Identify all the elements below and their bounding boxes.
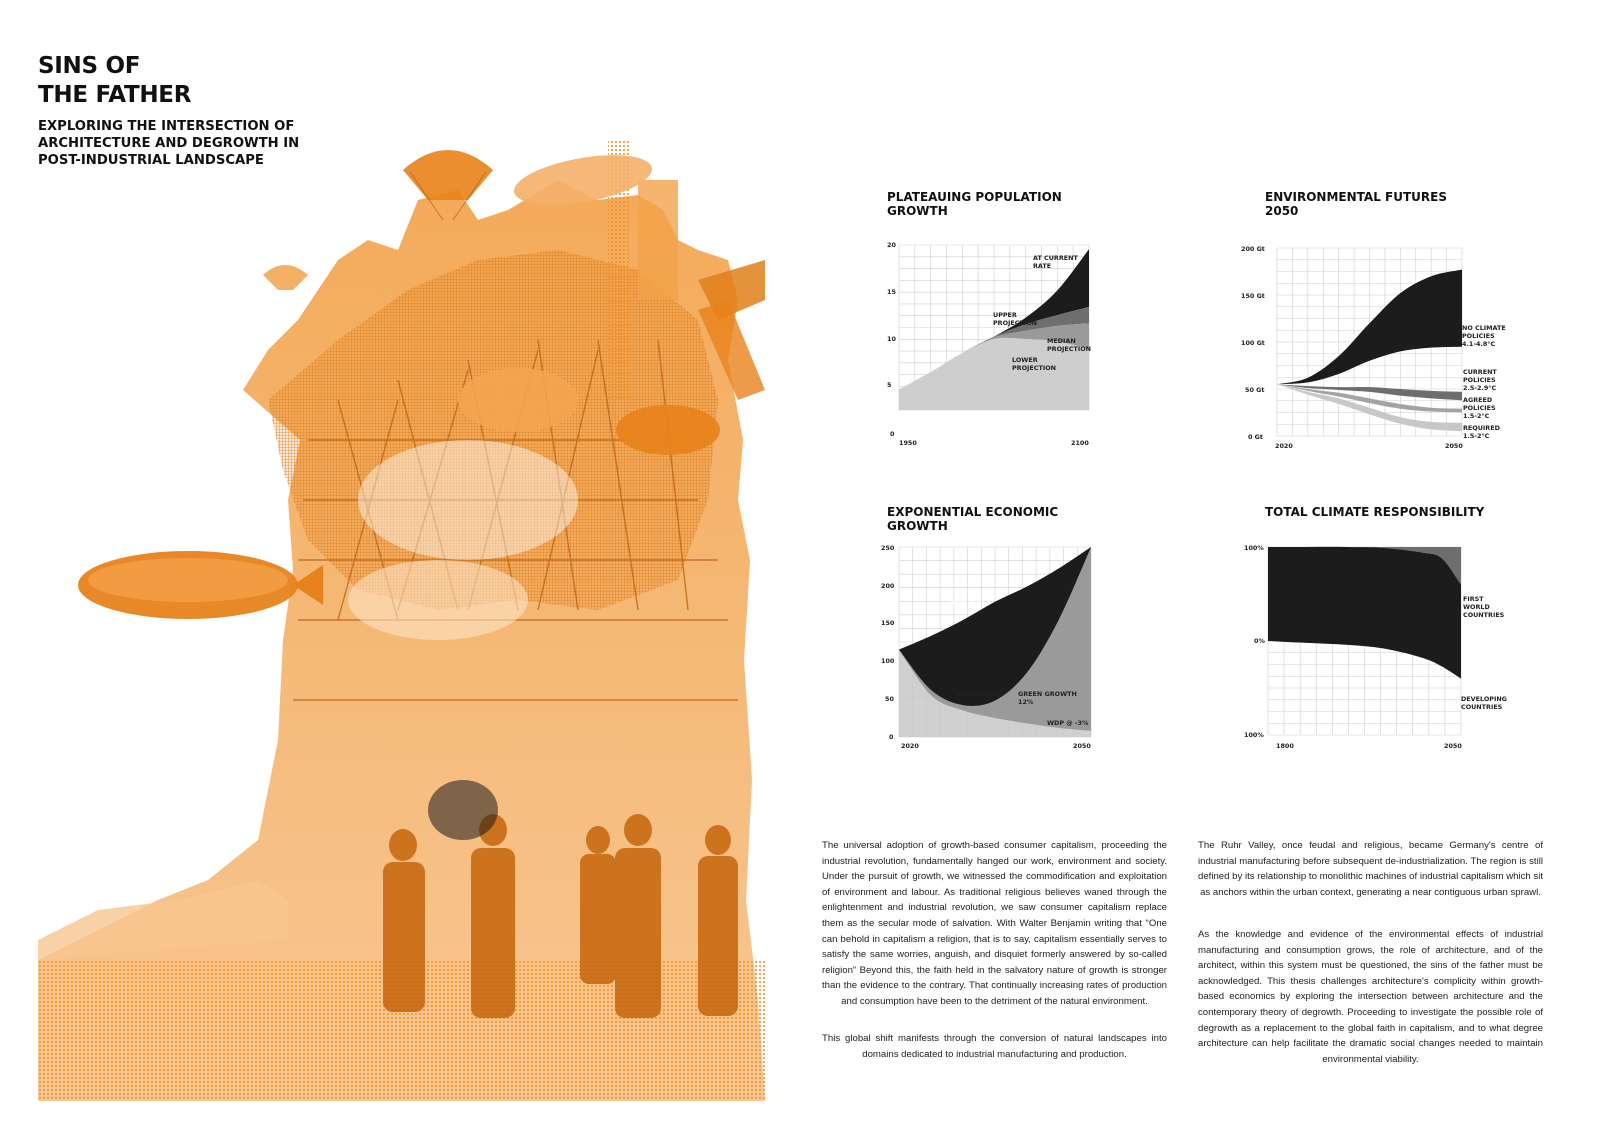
x-tick-label: 1950: [899, 439, 917, 447]
label-developing-countries: COUNTRIES: [1461, 703, 1503, 711]
subtitle-line-1: EXPLORING THE INTERSECTION OF: [38, 119, 295, 134]
economy-title-line-2: GROWTH: [887, 519, 948, 533]
y-tick-label: 100%: [1244, 544, 1264, 552]
label-upper-projection: PROJECTION: [993, 319, 1037, 327]
label-lower-projection: PROJECTION: [1012, 364, 1056, 372]
y-tick-label: 50 Gt: [1245, 386, 1265, 394]
x-tick-label: 2050: [1444, 742, 1462, 750]
responsibility-title-line-1: TOTAL CLIMATE RESPONSIBILITY: [1265, 505, 1485, 519]
label-current-policies: 2.5-2.9°C: [1463, 384, 1497, 392]
industrial-collage-image: [38, 140, 765, 1101]
population-chart-svg: [887, 190, 1187, 480]
y-tick-label: 5: [887, 381, 892, 389]
label-agreed-policies: 1.5-2°C: [1463, 412, 1490, 420]
title-line-1: SINS OF: [38, 53, 141, 79]
x-tick-label: 2050: [1073, 742, 1091, 750]
y-tick-label: 15: [887, 288, 896, 296]
label-green-growth: 12%: [1018, 698, 1034, 706]
population-title-line-2: GROWTH: [887, 204, 948, 218]
y-tick-label: 100%: [1244, 731, 1264, 739]
responsibility-chart: [1244, 505, 1565, 795]
y-tick-label: 20: [887, 241, 896, 249]
subtitle-line-3: POST-INDUSTRIAL LANDSCAPE: [38, 153, 264, 168]
economy-chart-svg: [881, 505, 1187, 795]
label-current-policies: POLICIES: [1463, 376, 1496, 384]
responsibility-chart-svg: [1244, 505, 1565, 795]
x-tick-label: 2020: [901, 742, 919, 750]
economy-title-line-1: EXPONENTIAL ECONOMIC: [887, 505, 1059, 519]
y-tick-label: 200: [881, 582, 895, 590]
y-tick-label: 200 Gt: [1241, 245, 1265, 253]
y-tick-label: 150: [881, 619, 895, 627]
label-at-current-rate: AT CURRENT: [1033, 254, 1078, 262]
y-tick-label: 250: [881, 544, 895, 552]
environment-chart-svg: [1241, 190, 1565, 480]
label-green-growth: GREEN GROWTH: [1018, 690, 1077, 698]
subtitle-line-2: ARCHITECTURE AND DEGROWTH IN: [38, 136, 300, 151]
label-required: 1.5-2°C: [1463, 432, 1490, 440]
y-tick-label: 0%: [1254, 637, 1265, 645]
page-title: [38, 52, 191, 110]
label-required: REQUIRED: [1463, 424, 1500, 432]
label-wdp-minus-3: WDP @ -3%: [1047, 719, 1089, 727]
label-first-world-countries: COUNTRIES: [1463, 611, 1505, 619]
label-wdp-total: WDP TOTAL: [957, 690, 999, 698]
y-tick-label: 100: [881, 657, 895, 665]
label-upper-projection: UPPER: [993, 311, 1017, 319]
label-no-climate-policies: 4.1-4.8°C: [1462, 340, 1496, 348]
economy-chart: [881, 505, 1187, 795]
population-title-line-1: PLATEAUING POPULATION: [887, 190, 1062, 204]
x-tick-label: 2020: [1275, 442, 1293, 450]
label-lower-projection: LOWER: [1012, 356, 1038, 364]
environment-chart: [1241, 190, 1565, 480]
label-at-current-rate: RATE: [1033, 262, 1052, 270]
label-current-policies: CURRENT: [1463, 368, 1497, 376]
label-no-climate-policies: POLICIES: [1462, 332, 1495, 340]
label-median-projection: PROJECTION: [1047, 345, 1091, 353]
label-developing-countries: DEVELOPING: [1461, 695, 1507, 703]
x-tick-label: 2050: [1445, 442, 1463, 450]
label-first-world-countries: WORLD: [1463, 603, 1490, 611]
body-text-col1-p2: This global shift manifests through the conversion of natural landscapes into domains dedicated to industrial manufacturing and production.: [822, 1033, 1167, 1060]
y-tick-label: 0 Gt: [1248, 433, 1263, 441]
x-tick-label: 1800: [1276, 742, 1294, 750]
y-tick-label: 0: [889, 733, 894, 741]
environment-title-line-2: 2050: [1265, 204, 1299, 218]
label-agreed-policies: AGREED: [1463, 396, 1493, 404]
body-text-col2-p1: The Ruhr Valley, once feudal and religious, became Germany's centre of industrial manufacturing before subsequent de-industrialization. The region is still defined by its relationship to monolithic machines of industrial capitalism which sit as anchors within the urban context, generating a near contiguous urban sprawl.: [1198, 840, 1544, 898]
y-tick-label: 100 Gt: [1241, 339, 1265, 347]
y-tick-label: 50: [885, 695, 894, 703]
y-tick-label: 0: [890, 430, 895, 438]
title-line-2: THE FATHER: [38, 82, 192, 108]
label-agreed-policies: POLICIES: [1463, 404, 1496, 412]
label-wdp-3: WDP @ 3%: [949, 598, 988, 606]
x-tick-label: 2100: [1071, 439, 1089, 447]
label-median-projection: MEDIAN: [1047, 337, 1076, 345]
y-tick-label: 10: [887, 335, 896, 343]
label-first-world-countries: FIRST: [1463, 595, 1484, 603]
y-tick-label: 150 Gt: [1241, 292, 1265, 300]
environment-title-line-1: ENVIRONMENTAL FUTURES: [1265, 190, 1447, 204]
population-chart: [887, 190, 1187, 480]
body-text-col1-p1: The universal adoption of growth-based consumer capitalism, proceeding the industrial revolution, fundamentally hanged our work, environment and society. Under the pursuit of growth, we witnessed the commodification and exploitation of environment and labour. As traditional religious believes waned through the enlightenment and industrial revolution, we saw consumer capitalism replace them as the secular mode of salvation. With Walter Benjamin writing that “One can behold in capitalism a religion, that is to say, capitalism essentially serves to satisfy the same worries, anguish, and disquiet formerly answered by so-called religion” Beyond this, the faith held in the salvatory nature of growth is stronger than the evidence to the contrary. That continually increasing rates of production and consumption have been to the detriment of the natural environment.: [822, 840, 1167, 1007]
label-no-climate-policies: NO CLIMATE: [1462, 324, 1506, 332]
body-text-col2-p2: As the knowledge and evidence of the environmental effects of industrial manufacturing and consumption grows, the role of architecture, and of the architect, within this system must be questioned, the sins of the father must be acknowledged. This thesis challenges architecture's complicity within growth-based economics by exploring the intersection between architecture and the contemporary theory of degrowth. Proceeding to investigate the possible role of degrowth as a replacement to the global faith in capitalism, and to what degree architecture can help facilitate the dramatic social changes needed to maintain environmental viability.: [1198, 929, 1543, 1065]
